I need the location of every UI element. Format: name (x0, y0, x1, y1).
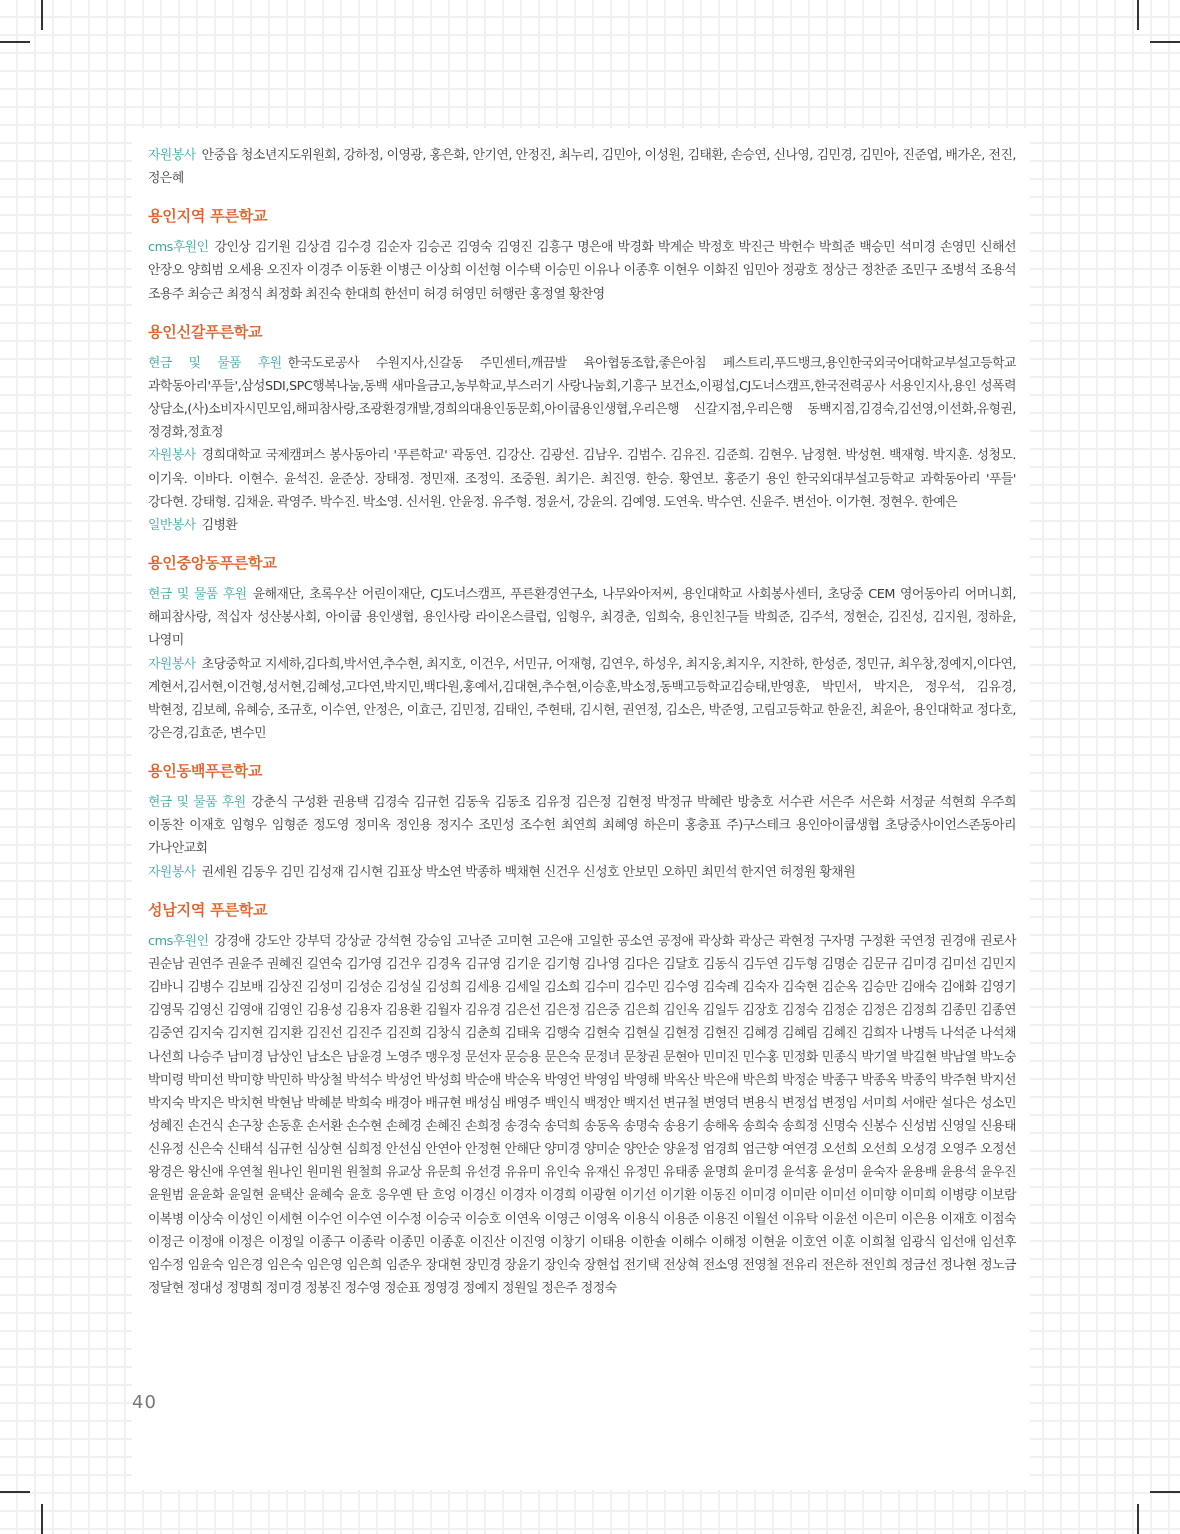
donor-entry (148, 653, 1016, 746)
donor-entry (148, 791, 1016, 860)
crop-mark (41, 0, 43, 30)
entry-names: 초당중학교 지세하,김다희,박서연,추수현, 최지호, 이건우, 서민규, 어재형, 김연우, 하성우, 최지웅,최지우, 지찬하, 한성준, 정민규, 최우창,정예지,이다연,계현서,김서현,이건형,성서현,김혜성,고다연,박지민,백다원,홍예서,김대현,추수현,이승훈,박소정,동백고등학교김승태,반영훈, 박민서, 박지은, 정우석, 김유경, 박현정, 김보혜, 유혜승, 조규호, 이수연, 안정은, 이효근, 김민정, 김태인, 주현태, 김시현, 권연정, 김소은, 박준영, 고림고등학교 한윤진, 최윤아, 용인대학교 정다호, 강은경,김효준, 변수민 (148, 656, 1016, 741)
donor-section (148, 320, 1016, 537)
section-title: 용인지역 푸른학교 (148, 207, 268, 226)
entry-category-label: cms후원인 (148, 240, 209, 256)
crop-mark (0, 1491, 30, 1493)
donor-entry (148, 352, 1016, 445)
entry-names: 강경애 강도안 강부덕 강상균 강석현 강승임 고낙준 고미현 고은애 고일한 공소연 공정애 곽상화 곽상근 곽현정 구자명 구정환 국연정 권경애 권로사 권순남 권연주 권윤주 권혜진 길연숙 김가영 김건우 김경옥 김규영 김기운 김기형 김나영 김다은 김달호 김동식 김두연 김두형 김명순 김문규 김미경 김미선 김민지 김바니 김병수 김보배 김상진 김성미 김성순 김성실 김성희 김세용 김세일 김소희 김수미 김수민 김수영 김숙례 김숙자 김숙현 김순옥 김승만 김애숙 김애화 김영기 김영묵 김영신 김영애 김영인 김용성 김용자 김용환 김월자 김유경 김은선 김은정 김은중 김은희 김인옥 김일두 김장호 김정숙 김정순 김정은 김정희 김종민 김종연 김중연 김지숙 김지현 김지환 김진선 김진주 김진희 김창식 김춘희 김태욱 김행숙 김현숙 김현실 김현정 김현진 김혜경 김혜림 김혜진 김희자 나병득 나석준 나석채 나선희 나승주 남미경 남상인 남소은 남윤경 노영주 맹우정 문선자 문승용 문은숙 문정녀 문창권 문현아 민미진 민수홍 민정화 민종식 박기열 박길현 박남열 박노숭 박미령 박미선 박미향 박민하 박상철 박석수 박성언 박성희 박순애 박순옥 박영언 박영임 박영해 박옥산 박은애 박은희 박정순 박종구 박종옥 박종익 박주현 박지선 박지숙 박지은 박치현 박현남 박혜분 박희숙 배경아 배규현 배성심 배영주 백인식 백정안 백지선 변규철 변영덕 변용식 변정섭 변정임 서미희 서애란 설다은 성소민 성혜진 손건식 손구창 손동훈 손서환 손수현 손혜경 손혜진 손희정 송경숙 송덕희 송동옥 송명숙 송용기 송해옥 송희숙 송희정 신명숙 신봉수 신성범 신영일 신용태 신유정 신은숙 신태석 심규헌 심상현 심희정 안선심 안연아 안정현 안해단 양미경 양미순 양안순 양윤정 엄경희 엄근향 여연경 오선희 오선희 오성경 오영주 오정선 왕경은 왕신애 우연철 원나인 원미원 원철희 유교상 유문희 유선경 유유미 유인숙 유재신 유정민 유태종 윤명희 윤미경 윤석홍 윤성미 윤숙자 윤용배 윤용석 윤우진 윤원범 윤윤화 윤일현 윤택산 윤혜숙 윤호 응우옌 탄 흐엉 이경신 이경자 이경희 이광현 이기선 이기환 이동진 이미경 이미란 이미선 이미향 이미희 이병량 이보람 이복병 이상숙 이성인 이세현 이수언 이수연 이수정 이승국 이승호 이연옥 이영근 이영옥 이용식 이용준 이용진 이월선 이유탁 이윤선 이은미 이은용 이재호 이점숙 이정근 이정애 이정은 이정일 이종구 이종락 이종민 이종훈 이진산 이진영 이창기 이태용 이한솔 이해수 이해정 이현윤 이호연 이훈 이희철 임광식 임선애 임선후 임수정 임윤숙 임은경 임은숙 임은영 임은희 임준우 장대현 장민경 장윤기 장인숙 장현섭 전기택 전상혁 전소영 전영철 전유리 전은하 전인희 정금선 정나현 정노금 정달현 정대성 정명희 정미경 정봉진 정수영 정순표 정영경 정예지 정원일 정은주 정정숙 (148, 933, 1016, 1297)
donor-entry (148, 236, 1016, 305)
donor-section (148, 204, 1016, 305)
entry-names: 강인상 김기원 김상겸 김수경 김순자 김승곤 김영숙 김영진 김흥구 명은애 박경화 박계순 박정호 박진근 박헌수 박희준 백승민 석미경 손영민 신해선 안장오 양희범 오세용 오진자 이경주 이동환 이병근 이상희 이선형 이수택 이승민 이유나 이종후 이현우 이화진 임민아 정광호 정상근 정찬준 조민구 조병석 조용석 조용주 최승근 최정식 최정화 최진숙 한대희 한선미 허경 허영민 허행란 홍정열 황찬영 (148, 240, 1016, 302)
entry-category-label: cms후원인 (148, 933, 209, 949)
entry-category-label: 자원봉사 (148, 656, 196, 672)
crop-mark (1137, 0, 1139, 30)
page-number: 40 (132, 1392, 157, 1413)
crop-mark (1150, 1491, 1180, 1493)
section-title: 용인중앙동푸른학교 (148, 554, 277, 573)
entry-names: 한국도로공사 수원지사,신갈동 주민센터,깨끔발 육아협동조합,좋은아침 페스트리,푸드뱅크,용인한국외국어대학교부설고등학교 과학동아리'푸들',삼성SDI,SPC행복나눔,동백 새마을금고,농부학교,부스러기 사랑나눔회,기흥구 보건소,이평섭,CJ도너스캠프,한국전력공사 서용인지사,용인 성폭력 상담소,(사)소비자시민모임,해피참사랑,조광환경개발,경희의대용인동문회,아이쿱용인생협,우리은행 신갈지점,우리은행 동백지점,김경숙,김선영,이선화,유형권,정경화,정효정 (148, 355, 1016, 441)
crop-mark (1137, 1504, 1139, 1534)
crop-mark (41, 1504, 43, 1534)
entry-names: 안중읍 청소년지도위원회, 강하정, 이영광, 홍은화, 안기연, 안정진, 최누리, 김민아, 이성원, 김태환, 손승연, 신나영, 김민경, 김민아, 진준엽, 배가온, 전진, 정은혜 (148, 148, 1016, 187)
section-title: 용인동백푸른학교 (148, 762, 263, 781)
entry-category-label: 현금 및 물품 후원 (148, 587, 247, 603)
entry-category-label: 현금 및 물품 후원 (148, 355, 282, 371)
entry-category-label: 일반봉사 (148, 517, 196, 533)
donor-section (148, 898, 1016, 1301)
entry-names: 윤해재단, 초록우산 어린이재단, CJ도너스캠프, 푸른환경연구소, 나무와아저씨, 용인대학교 사회봉사센터, 초당중 CEM 영어동아리 어머니회, 해피참사랑, 적십자 성산봉사회, 아이쿱 용인생협, 용인사랑 라이온스클럽, 임형우, 최경춘, 임희숙, 용인친구들 박희준, 김주석, 정현순, 김진성, 김지원, 정하윤, 나영미 (148, 587, 1016, 649)
entry-names: 권세원 김동우 김민 김성재 김시현 김표상 박소연 박종하 백채현 신건우 신성호 안보민 오하민 최민석 한지연 허정원 황채원 (201, 864, 856, 880)
donor-entry (148, 444, 1016, 513)
crop-mark (1150, 41, 1180, 43)
entry-names: 김병환 (201, 517, 238, 533)
entry-names: 강춘식 구성환 권용택 김경숙 김규헌 김동욱 김동조 김유정 김은정 김현정 박정규 박혜란 방충호 서수관 서은주 서은화 서정균 석현희 우주희 이동찬 이재호 임형우 임형준 정도영 정미옥 정인용 정지수 조민성 조수헌 최연희 최혜영 하은미 홍충표 주)구스테크 용인아이쿱생협 초당중사이언스존동아리 가나안교회 (148, 795, 1016, 857)
entry-category-label: 자원봉사 (148, 448, 196, 464)
section-title: 용인신갈푸른학교 (148, 322, 263, 341)
donor-section (148, 759, 1016, 884)
donor-entry (148, 930, 1016, 1301)
entry-category-label: 자원봉사 (148, 864, 196, 880)
donor-entry (148, 861, 1016, 884)
donor-entry (148, 514, 1016, 537)
donor-section (148, 551, 1016, 745)
entry-category-label: 현금 및 물품 후원 (148, 795, 246, 811)
donor-entry (148, 583, 1016, 652)
donor-list (148, 144, 1016, 1314)
entry-names: 경희대학교 국제캠퍼스 봉사동아리 '푸른학교' 곽동연. 김강산. 김광선. 김남우. 김범수. 김유진. 김준희. 김현우. 남정현. 박성현. 백재형. 박지훈. 성청모. 이기욱. 이바다. 이현수. 윤석진. 윤준상. 장태정. 정민재. 조정익. 조중원. 최기은. 최진영. 한승. 황연보. 홍준기 용인 한국외대부설고등학교 과학동아리 '푸들' 강다현. 강태형. 김채윤. 곽영주. 박수진. 박소영. 신서원. 안윤정. 유주형. 정윤서, 강윤의. 김예영. 도연욱. 박수연. 신윤주. 변선아. 이가현. 정현우. 한예은 (148, 448, 1016, 510)
donor-entry (148, 144, 1016, 190)
section-title: 성남지역 푸른학교 (148, 900, 268, 919)
entry-category-label: 자원봉사 (148, 148, 196, 163)
donor-section (148, 144, 1016, 190)
crop-mark (0, 41, 30, 43)
